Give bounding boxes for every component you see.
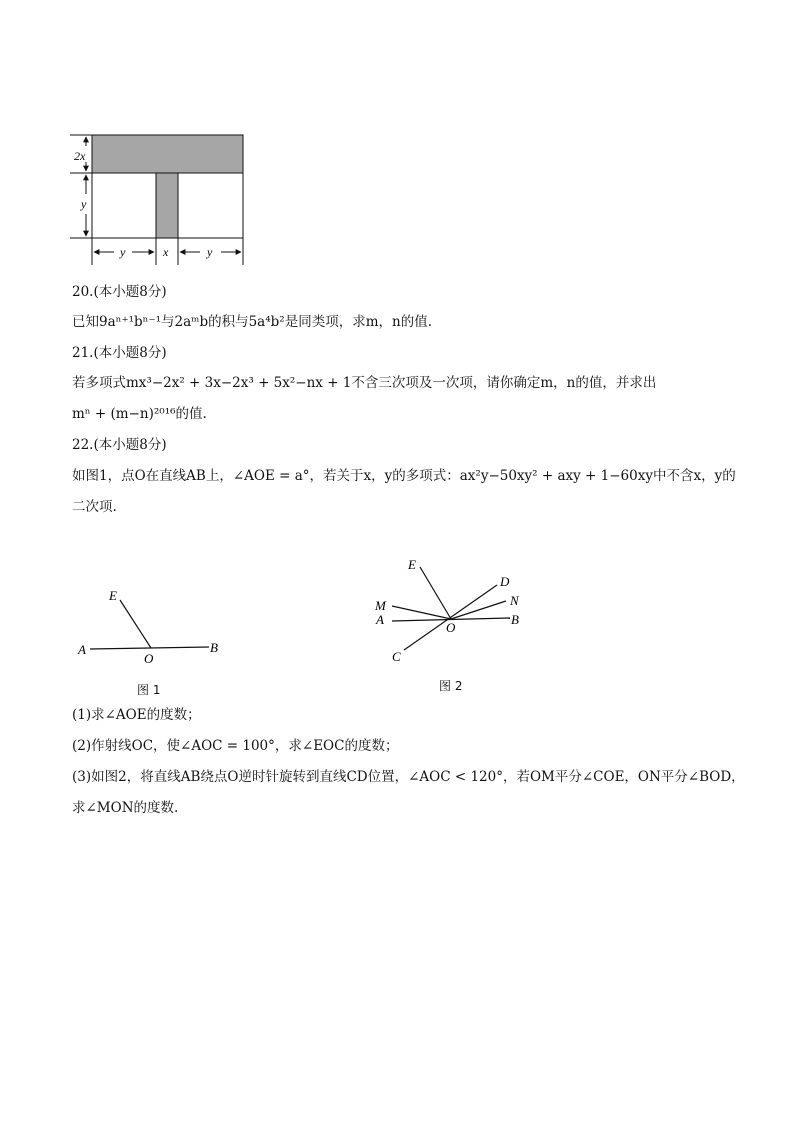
- fig2-caption: 图 2: [439, 679, 463, 693]
- figure-1: [72, 580, 232, 670]
- fig2-label-o: O: [446, 620, 456, 635]
- fig2-label-m: M: [375, 598, 386, 613]
- t-right-white: [178, 173, 243, 238]
- fig1-label-a: A: [78, 642, 86, 657]
- t-stem: [156, 173, 178, 238]
- q22-sub3-line1: (3)如图2，将直线AB绕点O逆时针旋转到直线CD位置，∠AOC < 120°，若OM平分∠COE，ON平分∠BOD，: [72, 769, 745, 785]
- t-label-y-bottom-right: y: [207, 245, 213, 259]
- q22-sub2: (2)作射线OC，使∠AOC = 100°，求∠EOC的度数；: [72, 738, 399, 754]
- q22-line1: 如图1，点O在直线AB上，∠AOE = a°，若关于x，y的多项式：ax²y−50xy² + axy + 1−60xy中不含x，y的: [72, 468, 736, 484]
- t-label-y-bottom-left: y: [120, 245, 126, 259]
- q21-header: 21.(本小题8分): [72, 345, 167, 361]
- t-shape-figure: [66, 128, 256, 270]
- fig2-label-d: D: [500, 574, 510, 589]
- fig2-label-c: C: [392, 649, 401, 664]
- fig1-caption: 图 1: [137, 683, 161, 697]
- fig2-ray-on: [451, 601, 506, 619]
- fig2-label-e: E: [408, 557, 416, 572]
- t-left-white: [92, 173, 156, 238]
- fig1-label-b: B: [210, 640, 218, 655]
- t-label-2x: 2x: [74, 149, 86, 163]
- q22-sub1: (1)求∠AOE的度数；: [72, 707, 201, 723]
- q21-line1: 若多项式mx³−2x² + 3x−2x³ + 5x²−nx + 1不含三次项及一次项，请你确定m，n的值，并求出: [72, 375, 657, 391]
- t-label-y-left: y: [81, 197, 87, 211]
- t-top-bar: [92, 135, 243, 173]
- q22-header: 22.(本小题8分): [72, 437, 167, 453]
- fig1-label-e: E: [109, 588, 117, 603]
- t-label-x-bottom: x: [163, 245, 169, 259]
- fig2-label-n: N: [510, 593, 519, 608]
- q20-header: 20.(本小题8分): [72, 284, 167, 300]
- fig1-line-ab: [90, 647, 209, 649]
- fig2-label-b: B: [511, 612, 519, 627]
- fig2-label-a: A: [376, 612, 384, 627]
- fig2-ray-om: [392, 606, 451, 619]
- fig1-ray-oe: [120, 600, 151, 648]
- figure-2: [370, 550, 530, 670]
- fig1-label-o: O: [144, 651, 154, 666]
- q22-sub3-line2: 求∠MON的度数.: [72, 800, 179, 816]
- q22-line2: 二次项.: [72, 499, 117, 515]
- q21-line2: mⁿ + (m−n)²⁰¹⁶的值.: [72, 406, 207, 422]
- fig2-ray-oe: [420, 567, 451, 619]
- q20-text: 已知9aⁿ⁺¹bⁿ⁻¹与2aᵐb的积与5a⁴b²是同类项，求m，n的值.: [72, 314, 432, 330]
